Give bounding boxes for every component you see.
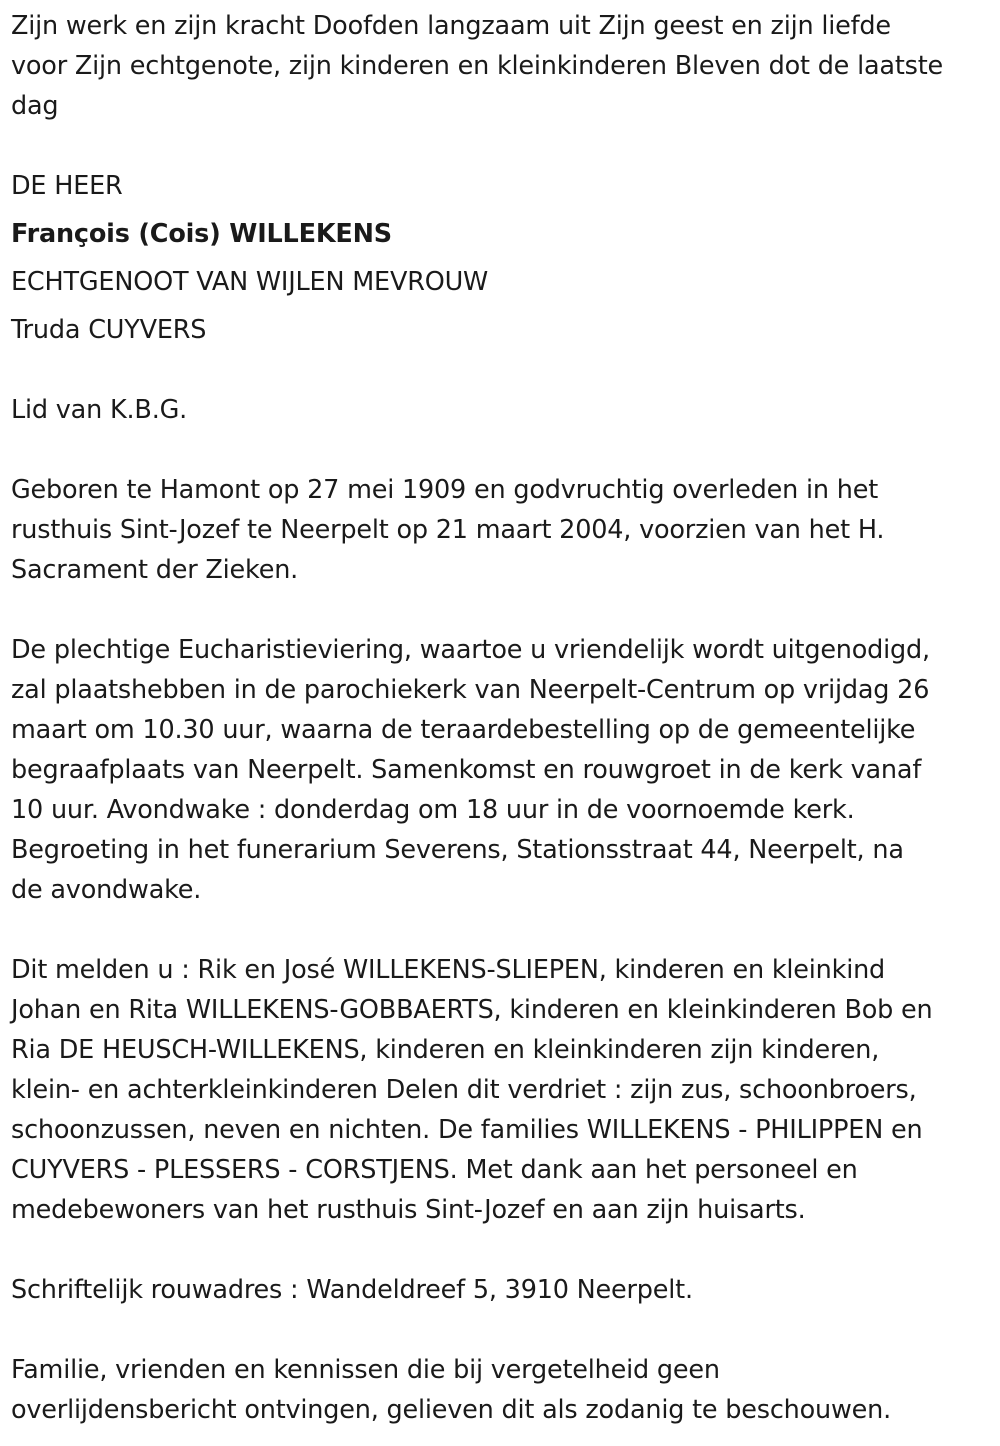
intro-paragraph (11, 6, 943, 126)
closing-line: Familie, vrienden en kennissen die bij vergetelheid geen (11, 1355, 720, 1385)
announcers-line: Johan en Rita WILLEKENS-GOBBAERTS, kinderen en kleinkinderen Bob en (11, 995, 933, 1025)
announcers-paragraph (11, 950, 932, 1230)
membership: Lid van K.B.G. (11, 395, 188, 425)
ceremony-line: De plechtige Eucharistieviering, waartoe u vriendelijk wordt uitgenodigd, (11, 635, 930, 665)
announcers-line: schoonzussen, neven en nichten. De families WILLEKENS - PHILIPPEN en (11, 1115, 923, 1145)
ceremony-line: begraafplaats van Neerpelt. Samenkomst en rouwgroet in de kerk vanaf (11, 755, 922, 785)
birth-death-line: Geboren te Hamont op 27 mei 1909 en godvruchtig overleden in het (11, 475, 878, 505)
intro-line: Zijn werk en zijn kracht Doofden langzaam uit Zijn geest en zijn liefde (11, 11, 891, 41)
honorific: DE HEER (11, 171, 123, 201)
closing-paragraph (11, 1350, 891, 1430)
announcers-line: Dit melden u : Rik en José WILLEKENS-SLIEPEN, kinderen en kleinkind (11, 955, 886, 985)
birth-death-paragraph (11, 470, 884, 590)
ceremony-paragraph (11, 630, 930, 910)
announcers-line: klein- en achterkleinkinderen Delen dit verdriet : zijn zus, schoonbroers, (11, 1075, 917, 1105)
ceremony-line: de avondwake. (11, 875, 202, 905)
deceased-name: François (Cois) WILLEKENS (11, 219, 392, 249)
closing-line: overlijdensbericht ontvingen, gelieven dit als zodanig te beschouwen. (11, 1395, 892, 1425)
spouse-relation: ECHTGENOOT VAN WIJLEN MEVROUW (11, 267, 489, 297)
birth-death-line: Sacrament der Zieken. (11, 555, 299, 585)
mourning-address: Schriftelijk rouwadres : Wandeldreef 5, 3910 Neerpelt. (11, 1275, 693, 1305)
announcers-line: CUYVERS - PLESSERS - CORSTJENS. Met dank aan het personeel en (11, 1155, 858, 1185)
ceremony-line: Begroeting in het funerarium Severens, Stationsstraat 44, Neerpelt, na (11, 835, 904, 865)
birth-death-line: rusthuis Sint-Jozef te Neerpelt op 21 maart 2004, voorzien van het H. (11, 515, 885, 545)
intro-line: voor Zijn echtgenote, zijn kinderen en kleinkinderen Bleven dot de laatste (11, 51, 943, 81)
spouse-name: Truda CUYVERS (11, 315, 207, 345)
ceremony-line: 10 uur. Avondwake : donderdag om 18 uur in de voornoemde kerk. (11, 795, 855, 825)
announcers-line: Ria DE HEUSCH-WILLEKENS, kinderen en kleinkinderen zijn kinderen, (11, 1035, 880, 1065)
ceremony-line: maart om 10.30 uur, waarna de teraardebestelling op de gemeentelijke (11, 715, 916, 745)
announcers-line: medebewoners van het rusthuis Sint-Jozef en aan zijn huisarts. (11, 1195, 806, 1225)
intro-line: dag (11, 91, 59, 121)
ceremony-line: zal plaatshebben in de parochiekerk van Neerpelt-Centrum op vrijdag 26 (11, 675, 930, 705)
